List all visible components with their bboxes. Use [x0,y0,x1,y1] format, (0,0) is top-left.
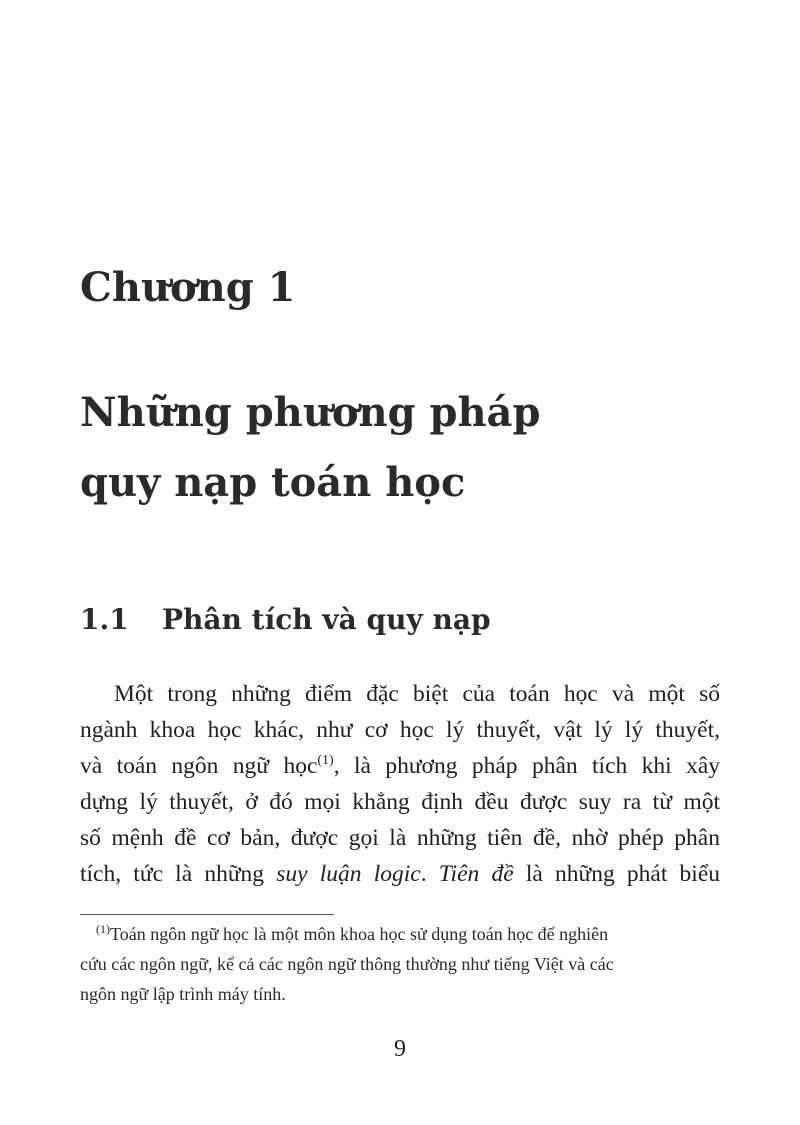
chapter-title-line: quy nạp toán học [80,459,466,506]
body-paragraph [80,676,720,892]
paragraph-line: Một trong những điểm đặc biệt của toán học và một số [114,681,720,707]
footnote-reference[interactable]: (1) [317,753,334,768]
chapter-label: Chương 1 [80,264,296,311]
paragraph-text: và toán ngôn ngữ học [80,753,318,779]
emphasis-term: suy luận logic [276,861,421,887]
paragraph-text: , là phương pháp phân tích khi xây [333,753,720,779]
footnote-line: cứu các ngôn ngữ, kể cả các ngôn ngữ thông thường như tiếng Việt và các [80,954,614,974]
section-title: Phân tích và quy nạp [162,603,491,636]
footnote-text: Toán ngôn ngữ học là một môn khoa học sử dụng toán học để nghiên [110,924,609,944]
section-heading [80,596,491,644]
footnote-divider [80,914,334,915]
section-number: 1.1 [80,603,129,636]
paragraph-line: dựng lý thuyết, ở đó mọi khẳng định đều được suy ra từ một [80,789,720,815]
footnote-marker: (1) [96,922,110,936]
chapter-title-line: Những phương pháp [80,389,541,436]
paragraph-line [80,856,720,892]
paragraph-line: số mệnh đề cơ bản, được gọi là những tiên đề, nhờ phép phân [80,825,720,851]
page-number: 9 [394,1036,406,1062]
footnote-line [80,919,720,949]
paragraph-line [80,748,720,784]
footnote [80,919,720,1009]
emphasis-term: Tiên đề [438,861,514,887]
paragraph-text: . [420,861,439,887]
footnote-line: ngôn ngữ lập trình máy tính. [80,984,286,1004]
paragraph-text: là những phát biểu [513,861,720,887]
paragraph-line: ngành khoa học khác, như cơ học lý thuyết, vật lý lý thuyết, [80,717,720,743]
chapter-title [80,378,740,518]
paragraph-text: tích, tức là những [80,861,277,887]
